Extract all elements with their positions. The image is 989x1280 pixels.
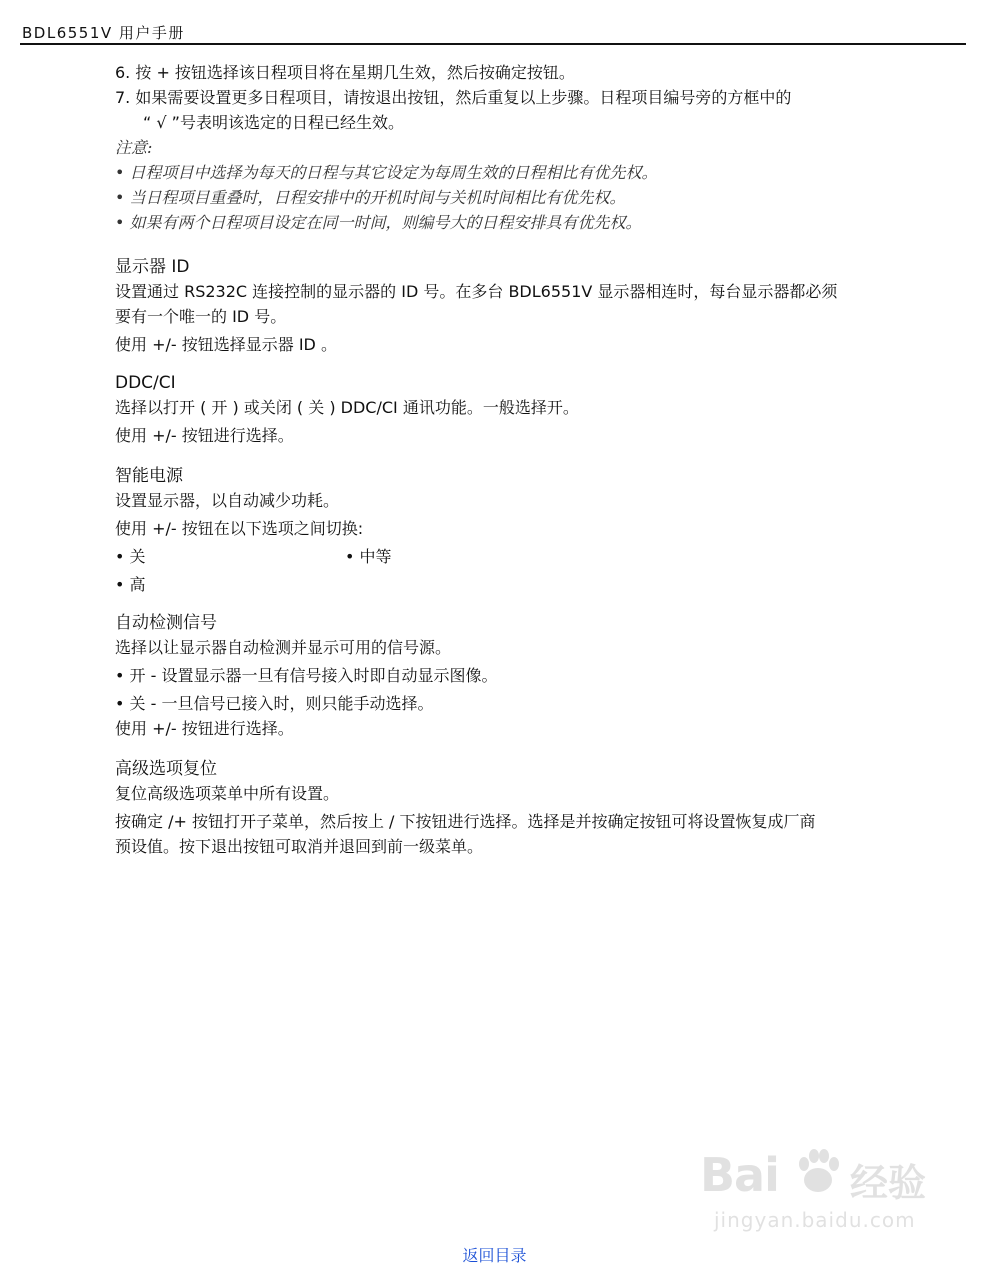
- option-off: • 关: [115, 547, 146, 566]
- auto-detect-usage: 使用 +/- 按钮进行选择。: [115, 719, 294, 738]
- paw-icon: [792, 1146, 844, 1198]
- auto-detect-desc: 选择以让显示器自动检测并显示可用的信号源。: [115, 638, 452, 657]
- advanced-reset-desc: 复位高级选项菜单中所有设置。: [115, 784, 340, 803]
- auto-detect-on: • 开 - 设置显示器一旦有信号接入时即自动显示图像。: [115, 666, 498, 685]
- smart-power-options: [115, 544, 960, 569]
- step-7-continued: “ √ ”号表明该选定的日程已经生效。: [143, 113, 404, 132]
- watermark-brand-bai: Bai: [700, 1148, 779, 1202]
- baidu-jingyan-watermark: [700, 1138, 940, 1248]
- note-heading: 注意:: [115, 138, 153, 157]
- section-title-auto-detect: 自动检测信号: [115, 613, 217, 633]
- ddc-ci-desc: 选择以打开 ( 开 ) 或关闭 ( 关 ) DDC/CI 通讯功能。一般选择开。: [115, 398, 579, 417]
- section-title-smart-power: 智能电源: [115, 466, 183, 486]
- step-6: 6. 按 + 按钮选择该日程项目将在星期几生效，然后按确定按钮。: [115, 63, 575, 82]
- section-title-display-id: 显示器 ID: [115, 257, 190, 277]
- note-item-1: • 日程项目中选择为每天的日程与其它设定为每周生效的日程相比有优先权。: [115, 163, 658, 182]
- smart-power-desc: 设置显示器，以自动减少功耗。: [115, 491, 340, 510]
- display-id-usage: 使用 +/- 按钮选择显示器 ID 。: [115, 335, 337, 354]
- back-to-contents-link[interactable]: 返回目录: [462, 1246, 527, 1265]
- display-id-desc-cont: 要有一个唯一的 ID 号。: [115, 307, 287, 326]
- ddc-ci-usage: 使用 +/- 按钮进行选择。: [115, 426, 294, 445]
- watermark-url: jingyan.baidu.com: [714, 1208, 916, 1232]
- manual-title: BDL6551V 用户手册: [22, 24, 185, 42]
- advanced-reset-usage: 按确定 /+ 按钮打开子菜单，然后按上 / 下按钮进行选择。选择是并按确定按钮可将设置恢复成厂商: [115, 812, 816, 831]
- note-item-3: • 如果有两个日程项目设定在同一时间，则编号大的日程安排具有优先权。: [115, 213, 642, 232]
- section-title-ddc-ci: DDC/CI: [115, 373, 176, 393]
- section-title-advanced-reset: 高级选项复位: [115, 759, 217, 779]
- watermark-brand-jingyan: 经验: [850, 1161, 927, 1205]
- document-body: [115, 60, 960, 859]
- display-id-desc: 设置通过 RS232C 连接控制的显示器的 ID 号。在多台 BDL6551V 显示器相连时，每台显示器都必须: [115, 282, 838, 301]
- step-7: 7. 如果需要设置更多日程项目，请按退出按钮，然后重复以上步骤。日程项目编号旁的方框中的: [115, 88, 792, 107]
- option-high: • 高: [115, 575, 146, 594]
- note-item-2: • 当日程项目重叠时，日程安排中的开机时间与关机时间相比有优先权。: [115, 188, 626, 207]
- smart-power-usage: 使用 +/- 按钮在以下选项之间切换:: [115, 519, 364, 538]
- auto-detect-off: • 关 - 一旦信号已接入时，则只能手动选择。: [115, 694, 434, 713]
- page-header: [20, 18, 966, 45]
- advanced-reset-usage-cont: 预设值。按下退出按钮可取消并退回到前一级菜单。: [115, 837, 484, 856]
- option-medium: • 中等: [345, 547, 392, 566]
